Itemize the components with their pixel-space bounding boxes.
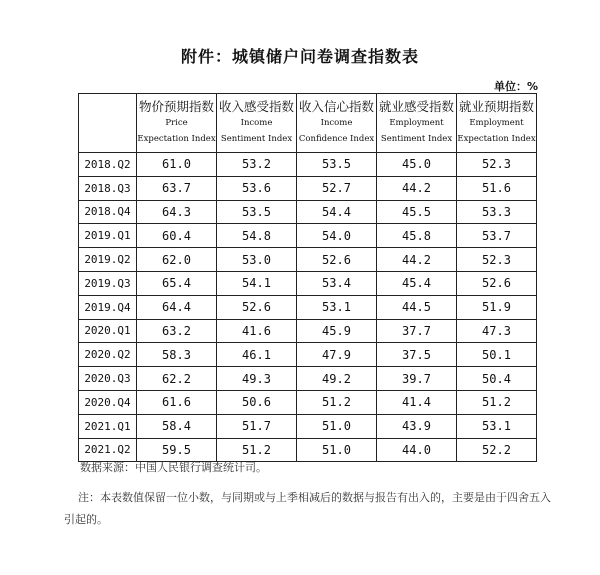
value-cell: 53.5: [297, 153, 377, 177]
column-header: [137, 94, 217, 153]
value-cell: 49.3: [217, 367, 297, 391]
value-cell: 62.2: [137, 367, 217, 391]
column-header: [217, 94, 297, 153]
value-cell: 53.6: [217, 176, 297, 200]
value-cell: 44.5: [377, 295, 457, 319]
table-row: [79, 271, 537, 295]
column-header-en-line1: Employment: [469, 118, 524, 128]
footnote: 注：本表数值保留一位小数，与同期或与上季相减后的数据与报告有出入的，主要是由于四舍五入引起的。: [64, 491, 551, 526]
value-cell: 64.4: [137, 295, 217, 319]
value-cell: 44.2: [377, 248, 457, 272]
value-cell: 45.9: [297, 319, 377, 343]
header-row: [79, 94, 537, 153]
value-cell: 45.4: [377, 271, 457, 295]
value-cell: 45.8: [377, 224, 457, 248]
column-header-en-line2: Sentiment Index: [220, 134, 293, 144]
value-cell: 39.7: [377, 367, 457, 391]
table-row: [79, 295, 537, 319]
value-cell: 41.6: [217, 319, 297, 343]
table-row: [79, 153, 537, 177]
column-header-cn: 收入信心指数: [298, 99, 374, 114]
value-cell: 37.7: [377, 319, 457, 343]
value-cell: 54.4: [297, 200, 377, 224]
value-cell: 53.1: [457, 414, 537, 438]
column-header-cn: 就业预期指数: [458, 99, 534, 114]
column-header: [457, 94, 537, 153]
value-cell: 37.5: [377, 343, 457, 367]
column-header-cn: 收入感受指数: [218, 99, 294, 114]
index-table: [78, 93, 537, 462]
data-source: 数据来源：中国人民银行调查统计司。: [80, 461, 267, 474]
value-cell: 52.3: [457, 248, 537, 272]
value-cell: 58.4: [137, 414, 217, 438]
value-cell: 52.7: [297, 176, 377, 200]
table-row: [79, 319, 537, 343]
period-cell: 2019.Q2: [79, 248, 137, 272]
value-cell: 60.4: [137, 224, 217, 248]
column-header-en-line1: Price: [165, 118, 188, 128]
column-header-en-line1: Income: [320, 118, 353, 128]
value-cell: 51.0: [297, 414, 377, 438]
period-cell: 2018.Q4: [79, 200, 137, 224]
table-row: [79, 248, 537, 272]
value-cell: 63.2: [137, 319, 217, 343]
value-cell: 50.1: [457, 343, 537, 367]
value-cell: 54.1: [217, 271, 297, 295]
column-header: [297, 94, 377, 153]
value-cell: 51.6: [457, 176, 537, 200]
period-cell: 2020.Q1: [79, 319, 137, 343]
period-cell: 2019.Q4: [79, 295, 137, 319]
value-cell: 61.0: [137, 153, 217, 177]
value-cell: 53.3: [457, 200, 537, 224]
column-header: [377, 94, 457, 153]
value-cell: 52.6: [297, 248, 377, 272]
value-cell: 45.0: [377, 153, 457, 177]
value-cell: 51.2: [217, 438, 297, 462]
value-cell: 44.2: [377, 176, 457, 200]
table-row: [79, 343, 537, 367]
period-cell: 2021.Q2: [79, 438, 137, 462]
value-cell: 63.7: [137, 176, 217, 200]
value-cell: 51.2: [297, 390, 377, 414]
value-cell: 44.0: [377, 438, 457, 462]
value-cell: 52.2: [457, 438, 537, 462]
value-cell: 51.9: [457, 295, 537, 319]
period-cell: 2020.Q2: [79, 343, 137, 367]
value-cell: 50.4: [457, 367, 537, 391]
column-header-cn: 物价预期指数: [138, 99, 214, 114]
column-header-en-line2: Sentiment Index: [380, 134, 453, 144]
value-cell: 51.2: [457, 390, 537, 414]
page-title: 附件：城镇储户问卷调查指数表: [180, 47, 419, 66]
value-cell: 53.7: [457, 224, 537, 248]
value-cell: 58.3: [137, 343, 217, 367]
value-cell: 64.3: [137, 200, 217, 224]
value-cell: 46.1: [217, 343, 297, 367]
value-cell: 61.6: [137, 390, 217, 414]
value-cell: 53.5: [217, 200, 297, 224]
column-header-cn: 就业感受指数: [378, 99, 454, 114]
value-cell: 49.2: [297, 367, 377, 391]
column-header-en-line2: Expectation Index: [457, 134, 536, 144]
period-cell: 2019.Q3: [79, 271, 137, 295]
header-corner-cell: [79, 94, 137, 153]
table-row: [79, 200, 537, 224]
value-cell: 59.5: [137, 438, 217, 462]
table-row: [79, 390, 537, 414]
value-cell: 51.0: [297, 438, 377, 462]
value-cell: 52.6: [457, 271, 537, 295]
table-row: [79, 367, 537, 391]
value-cell: 41.4: [377, 390, 457, 414]
column-header-en-line2: Confidence Index: [298, 134, 375, 144]
value-cell: 52.3: [457, 153, 537, 177]
period-cell: 2021.Q1: [79, 414, 137, 438]
value-cell: 51.7: [217, 414, 297, 438]
value-cell: 50.6: [217, 390, 297, 414]
table-row: [79, 176, 537, 200]
value-cell: 54.0: [297, 224, 377, 248]
period-cell: 2018.Q2: [79, 153, 137, 177]
value-cell: 53.4: [297, 271, 377, 295]
period-cell: 2019.Q1: [79, 224, 137, 248]
value-cell: 43.9: [377, 414, 457, 438]
value-cell: 47.9: [297, 343, 377, 367]
value-cell: 53.0: [217, 248, 297, 272]
value-cell: 53.1: [297, 295, 377, 319]
value-cell: 47.3: [457, 319, 537, 343]
table-header: [79, 94, 537, 153]
table-body: [79, 153, 537, 462]
period-cell: 2020.Q4: [79, 390, 137, 414]
value-cell: 65.4: [137, 271, 217, 295]
column-header-en-line1: Income: [240, 118, 273, 128]
period-cell: 2018.Q3: [79, 176, 137, 200]
unit-label: 单位：%: [493, 80, 538, 93]
column-header-en-line1: Employment: [389, 118, 444, 128]
value-cell: 53.2: [217, 153, 297, 177]
table-row: [79, 414, 537, 438]
table-row: [79, 224, 537, 248]
period-cell: 2020.Q3: [79, 367, 137, 391]
column-header-en-line2: Expectation Index: [137, 134, 216, 144]
value-cell: 52.6: [217, 295, 297, 319]
value-cell: 62.0: [137, 248, 217, 272]
value-cell: 45.5: [377, 200, 457, 224]
value-cell: 54.8: [217, 224, 297, 248]
